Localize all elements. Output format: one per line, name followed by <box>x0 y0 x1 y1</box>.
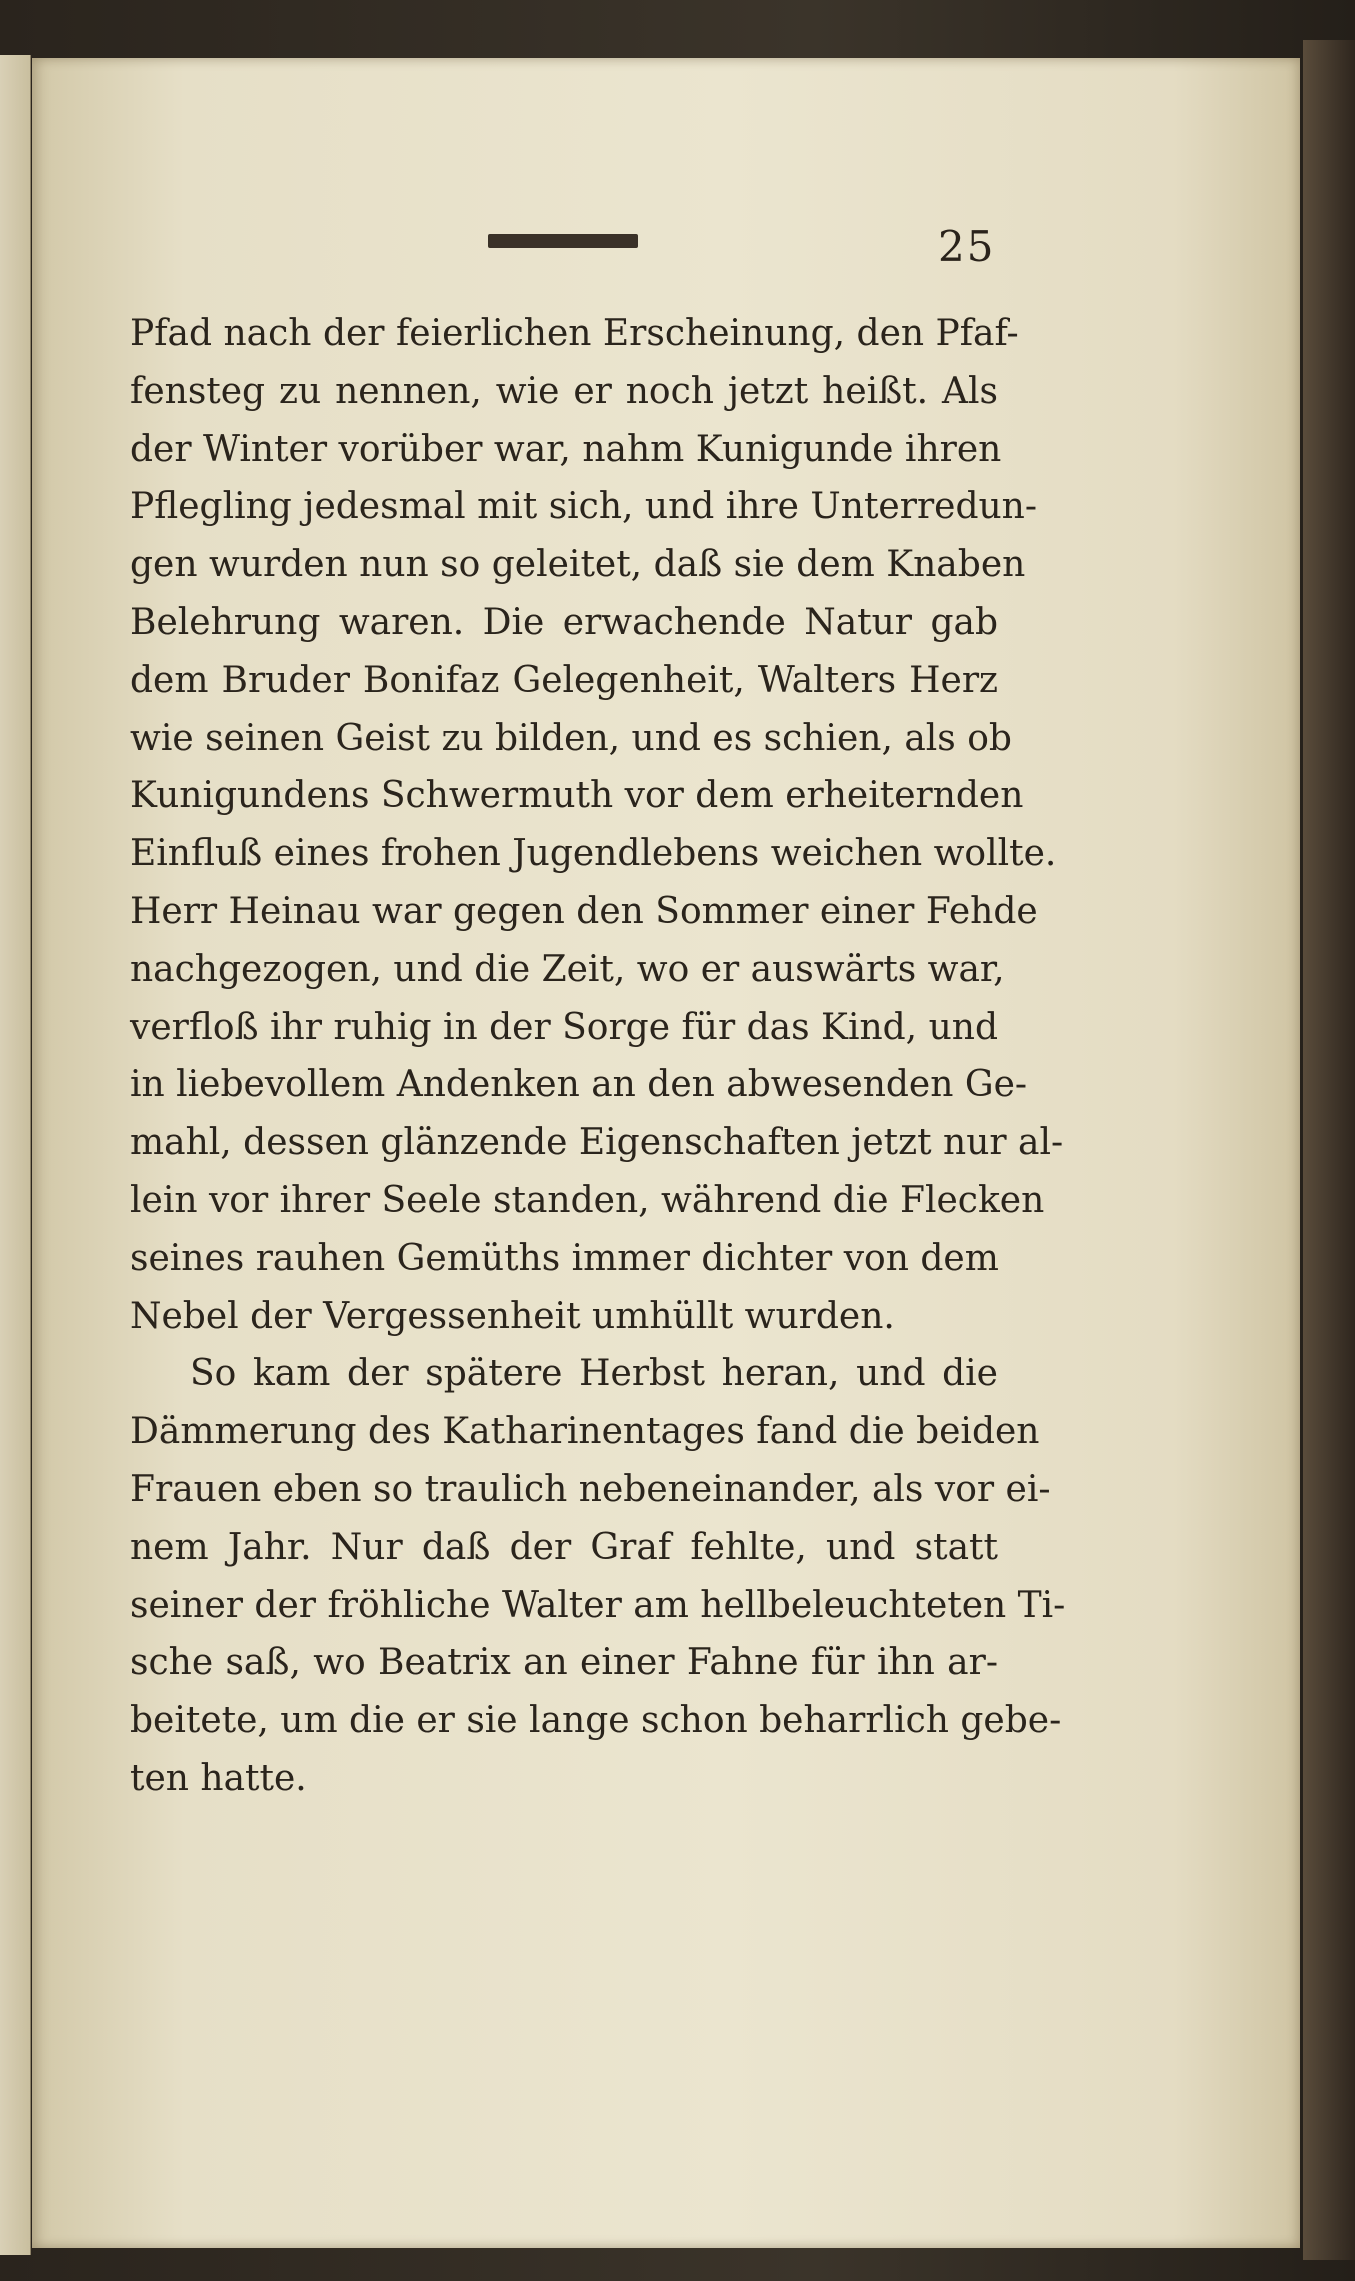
header-rule <box>488 234 638 248</box>
text-line: fensteg zu nennen, wie er noch jetzt heißt. Als <box>130 370 998 412</box>
text-line: mahl, dessen glänzende Eigenschaften jetzt nur al- <box>130 1122 1064 1164</box>
text-line: nem Jahr. Nur daß der Graf fehlte, und statt <box>130 1526 998 1568</box>
text-line: lein vor ihrer Seele standen, während die Flecken <box>130 1179 1045 1221</box>
text-line: sche saß, wo Beatrix an einer Fahne für ihn ar- <box>130 1642 998 1684</box>
text-line: Frauen eben so traulich nebeneinander, als vor ei- <box>130 1468 1051 1510</box>
text-line: Dämmerung des Katharinentages fand die beiden <box>130 1411 1040 1453</box>
text-line: wie seinen Geist zu bilden, und es schien, als ob <box>130 717 1012 759</box>
body-text <box>130 305 1066 1808</box>
text-line: Pfad nach der feierlichen Erscheinung, den Pfaf- <box>130 313 1019 354</box>
text-line: nachgezogen, und die Zeit, wo er auswärts war, <box>130 948 1005 990</box>
page-number: 25 <box>938 222 996 271</box>
text-line: ten hatte. <box>130 1757 307 1799</box>
text-line: beitete, um die er sie lange schon beharrlich gebe- <box>130 1700 1062 1742</box>
text-line: Pflegling jedesmal mit sich, und ihre Unterredun- <box>130 486 1038 528</box>
text-line: dem Bruder Bonifaz Gelegenheit, Walters Herz <box>130 659 998 701</box>
book-cover-edge <box>1303 40 1355 2260</box>
text-line: Herr Heinau war gegen den Sommer einer Fehde <box>130 890 1038 932</box>
text-line: Einfluß eines frohen Jugendlebens weichen wollte. <box>130 833 1057 875</box>
text-line: in liebevollem Andenken an den abwesenden Ge- <box>130 1064 1028 1106</box>
text-line: Nebel der Vergessenheit umhüllt wurden. <box>130 1295 895 1337</box>
facing-page-edge <box>0 55 31 2255</box>
text-line: Belehrung waren. Die erwachende Natur gab <box>130 601 998 643</box>
text-line: gen wurden nun so geleitet, daß sie dem Knaben <box>130 544 1026 586</box>
text-line: Kunigundens Schwermuth vor dem erheiternden <box>130 775 1024 817</box>
text-line: So kam der spätere Herbst heran, und die <box>190 1353 998 1395</box>
text-line: verfloß ihr ruhig in der Sorge für das Kind, und <box>130 1006 998 1048</box>
text-line: der Winter vorüber war, nahm Kunigunde ihren <box>130 428 1002 470</box>
text-line: seiner der fröhliche Walter am hellbeleuchteten Ti- <box>130 1584 1066 1626</box>
text-line: seines rauhen Gemüths immer dichter von dem <box>130 1237 999 1279</box>
